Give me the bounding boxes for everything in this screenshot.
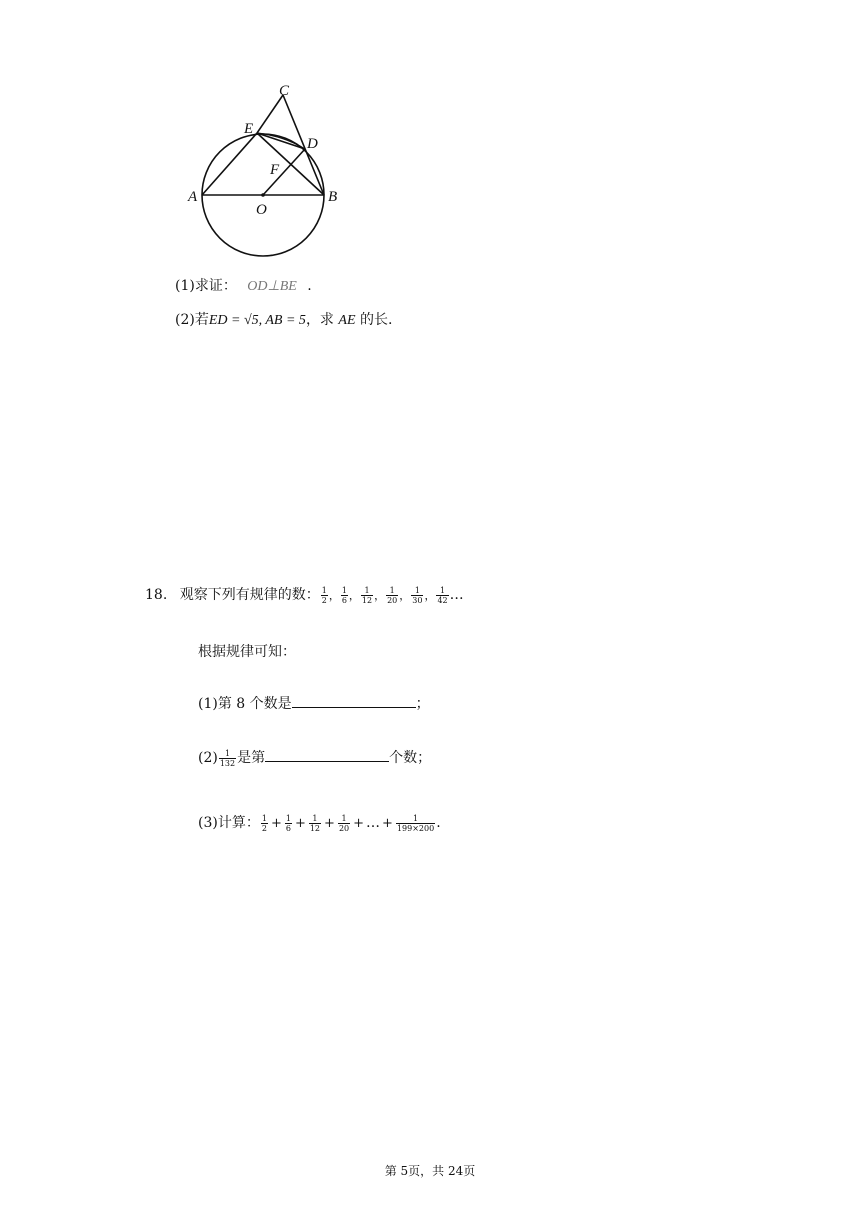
- q18-part1-blank[interactable]: [292, 693, 416, 708]
- q17-part2-prefix: (2)若: [175, 312, 209, 328]
- frac-den: 20: [387, 595, 398, 605]
- frac-den: 6: [341, 595, 347, 605]
- geometry-figure: [180, 78, 360, 260]
- frac-den: 12: [309, 823, 321, 833]
- q18-part2: [198, 747, 431, 768]
- q17-part1: [175, 276, 312, 297]
- frac-den: 199×200: [396, 823, 435, 833]
- fraction: [309, 814, 321, 833]
- frac-num: 1: [285, 813, 291, 823]
- frac-num: 1: [364, 585, 370, 595]
- center-dot: [261, 193, 265, 197]
- frac-num: 1: [341, 813, 347, 823]
- label-o: O: [256, 202, 267, 218]
- q17-part2-math2: AE: [338, 313, 356, 328]
- page-footer: 第 5页，共 24页: [384, 1164, 476, 1178]
- q18-intro: 观察下列有规律的数：: [179, 587, 320, 603]
- label-e: E: [244, 121, 254, 137]
- q18-rule: 根据规律可知：: [198, 644, 296, 660]
- frac-num: 1: [414, 585, 420, 595]
- q18-part3-end: .: [436, 815, 441, 831]
- frac-den: 20: [338, 823, 350, 833]
- q18-part3-last-fraction: [396, 814, 435, 833]
- comma: ，: [348, 589, 360, 602]
- label-a: A: [188, 189, 198, 205]
- q18-part2-fraction: [219, 749, 236, 768]
- frac-den: 132: [219, 758, 236, 768]
- fraction: [261, 814, 268, 833]
- frac-num: 1: [312, 813, 318, 823]
- q17-part1-end: .: [307, 278, 312, 294]
- fraction: [361, 586, 373, 605]
- frac-den: 12: [361, 595, 373, 605]
- q17-part2: [175, 310, 392, 331]
- comma: ，: [374, 589, 386, 602]
- fraction: [321, 586, 328, 605]
- segment-ec: [257, 95, 283, 133]
- plus-sign: +: [270, 816, 282, 831]
- segment-cb: [283, 95, 324, 195]
- frac-den: 30: [412, 595, 423, 605]
- fraction: [341, 586, 348, 605]
- q18-part3-dots: …: [366, 815, 381, 831]
- comma: ，: [328, 589, 340, 602]
- label-f: F: [270, 162, 280, 178]
- q18-part3: [198, 813, 441, 834]
- fraction: [338, 814, 350, 833]
- plus-sign: +: [294, 816, 306, 831]
- q18-part2-prefix: (2): [198, 750, 218, 766]
- frac-den: 6: [285, 823, 291, 833]
- frac-den: 42: [437, 595, 448, 605]
- q18-part1-prefix: (1)第 8 个数是: [198, 696, 292, 712]
- frac-num: 1: [413, 813, 419, 823]
- label-c: C: [279, 83, 290, 99]
- frac-num: 1: [321, 585, 327, 595]
- q18-part3-prefix: (3)计算：: [198, 815, 260, 831]
- label-b: B: [328, 189, 338, 205]
- q17-part1-math: OD⊥BE: [247, 279, 297, 294]
- q18-number: 18.: [145, 587, 168, 603]
- fraction: [285, 814, 292, 833]
- q18-header: [145, 585, 464, 606]
- q17-part2-math: ED = √5, AB = 5: [208, 313, 306, 328]
- comma: ，: [399, 589, 411, 602]
- plus-sign: +: [353, 816, 365, 831]
- comma: ，: [424, 589, 436, 602]
- q18-part1-end: ；: [415, 696, 430, 712]
- q17-part2-end: 的长.: [355, 312, 393, 328]
- fraction: [411, 586, 423, 605]
- frac-num: 1: [389, 585, 395, 595]
- fraction: [386, 586, 398, 605]
- q18-part2-blank[interactable]: [265, 747, 389, 762]
- plus-sign: +: [382, 816, 393, 831]
- q18-sequence: [320, 587, 450, 603]
- q17-part2-mid: ，求: [305, 312, 339, 328]
- frac-den: 2: [261, 823, 267, 833]
- frac-num: 1: [224, 748, 231, 758]
- fraction: [436, 586, 448, 605]
- frac-den: 2: [321, 595, 327, 605]
- frac-num: 1: [261, 813, 267, 823]
- segment-ed: [257, 133, 305, 149]
- plus-sign: +: [324, 816, 335, 831]
- q18-part2-mid: 是第: [237, 750, 266, 766]
- frac-num: 1: [440, 585, 446, 595]
- label-d: D: [307, 136, 318, 152]
- q18-part1: [198, 693, 430, 714]
- q18-part2-end: 个数；: [389, 750, 432, 766]
- q18-ellipsis: …: [449, 587, 464, 603]
- q18-part3-terms: [260, 815, 351, 831]
- q17-part1-prefix: (1)求证：: [175, 278, 237, 294]
- frac-num: 1: [341, 585, 347, 595]
